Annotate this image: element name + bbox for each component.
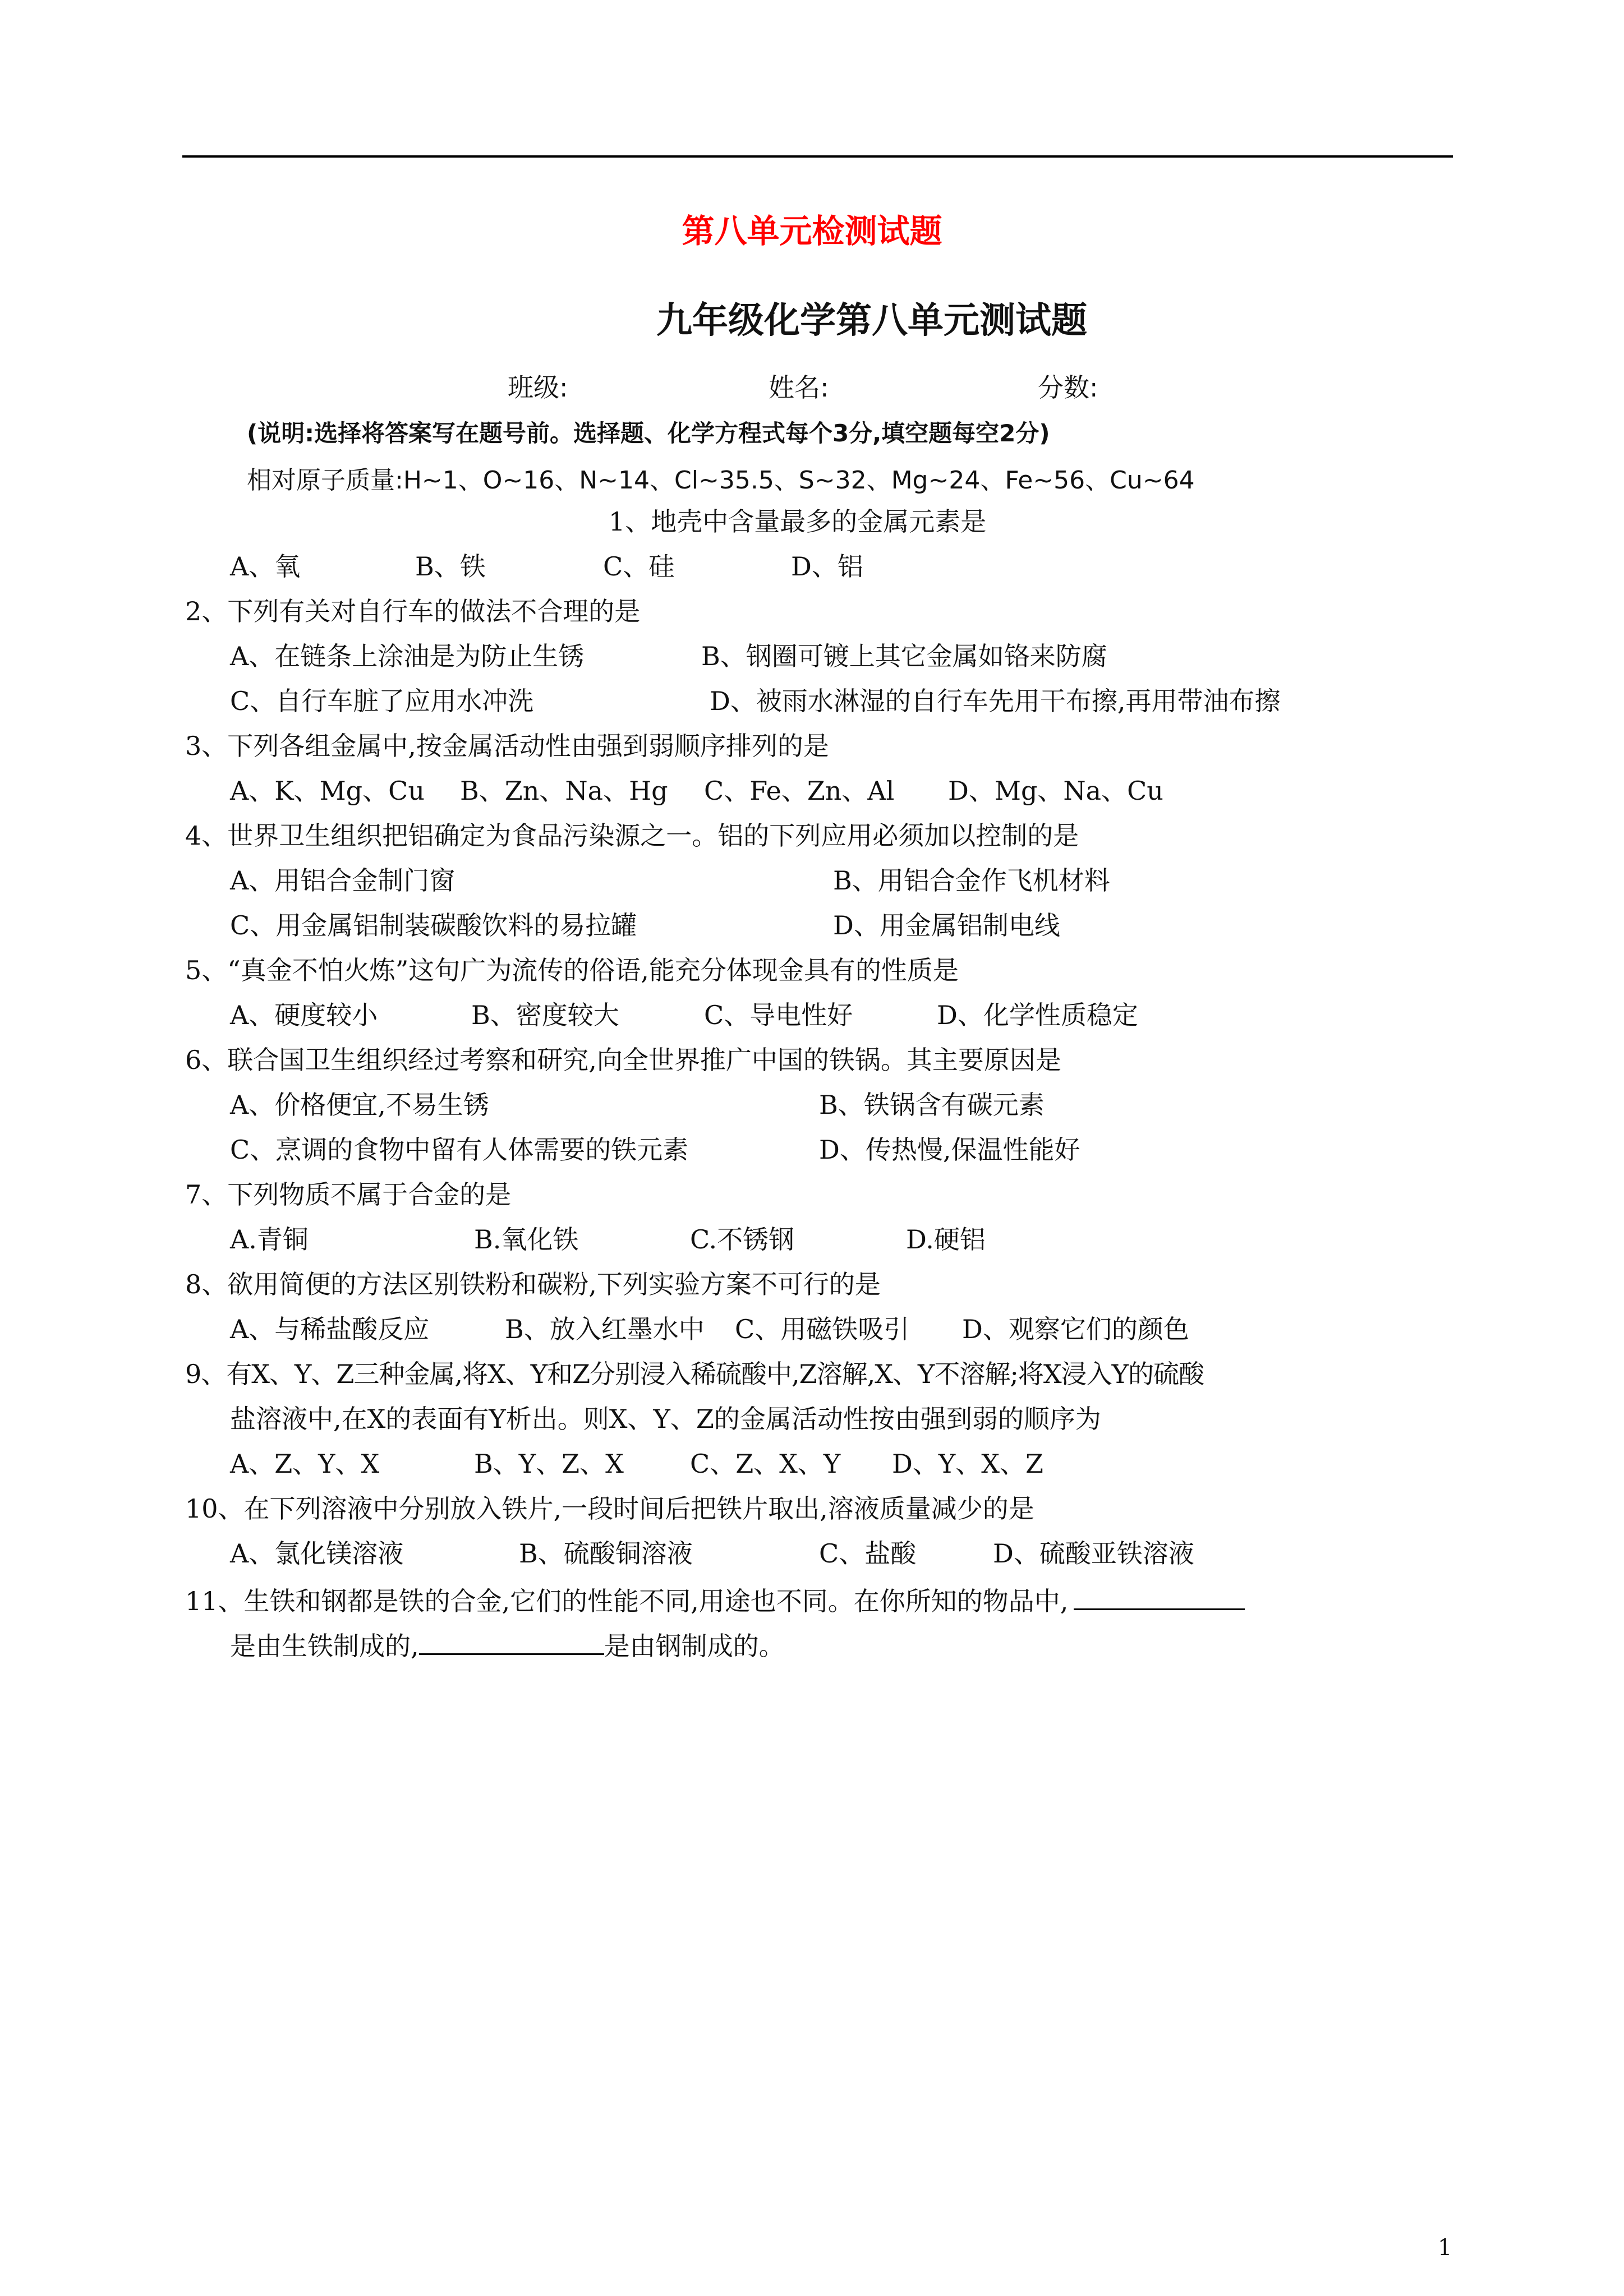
q1-option-a: A、氧 — [230, 551, 301, 582]
q8-option-d: D、观察它们的颜色 — [962, 1314, 1189, 1344]
q9-option-a: A、Z、Y、X — [230, 1449, 380, 1479]
class-label: 班级: — [508, 372, 568, 403]
exam-title: 九年级化学第八单元测试题 — [656, 300, 1087, 342]
question-4-stem: 4、世界卫生组织把铝确定为食品污染源之一。铝的下列应用必须加以控制的是 — [185, 820, 1079, 851]
q6-option-a: A、价格便宜,不易生锈 — [230, 1090, 489, 1120]
instructions-note: (说明:选择将答案写在题号前。选择题、化学方程式每个3分,填空题每空2分) — [247, 419, 1050, 447]
q9-option-d: D、Y、X、Z — [892, 1449, 1043, 1479]
q1-option-c: C、硅 — [603, 551, 675, 582]
question-1-stem: 1、地壳中含量最多的金属元素是 — [609, 506, 987, 537]
q4-option-b: B、用铝合金作飞机材料 — [833, 865, 1110, 896]
q8-option-c: C、用磁铁吸引 — [735, 1314, 910, 1344]
answer-blank-1[interactable] — [1074, 1583, 1245, 1610]
q6-option-c: C、烹调的食物中留有人体需要的铁元素 — [230, 1135, 689, 1165]
q3-option-d: D、Mg、Na、Cu — [948, 776, 1163, 806]
q3-option-a: A、K、Mg、Cu — [230, 776, 425, 806]
q1-option-b: B、铁 — [415, 551, 486, 582]
question-11-text: 11、生铁和钢都是铁的合金,它们的性能不同,用途也不同。在你所知的物品中, — [185, 1586, 1069, 1616]
question-3-stem: 3、下列各组金属中,按金属活动性由强到弱顺序排列的是 — [185, 731, 829, 761]
question-11-text-b: 是由钢制成的。 — [604, 1631, 785, 1661]
q5-option-c: C、导电性好 — [704, 1000, 853, 1030]
name-label: 姓名: — [769, 372, 829, 403]
atomic-mass-line: 相对原子质量:H~1、O~16、N~14、Cl~35.5、S~32、Mg~24、Fe~56、Cu~64 — [247, 466, 1195, 495]
page-number: 1 — [1438, 2235, 1452, 2261]
question-11-text-a: 是由生铁制成的, — [230, 1631, 419, 1661]
answer-blank-2[interactable] — [419, 1628, 604, 1655]
q2-option-d: D、被雨水淋湿的自行车先用干布擦,再用带油布擦 — [710, 686, 1281, 716]
q9-option-c: C、Z、X、Y — [690, 1449, 841, 1479]
q10-option-c: C、盐酸 — [819, 1538, 917, 1569]
q4-option-c: C、用金属铝制装碳酸饮料的易拉罐 — [230, 910, 637, 940]
q4-option-a: A、用铝合金制门窗 — [230, 865, 456, 896]
question-10-stem: 10、在下列溶液中分别放入铁片,一段时间后把铁片取出,溶液质量减少的是 — [185, 1493, 1034, 1524]
q6-option-d: D、传热慢,保温性能好 — [819, 1135, 1080, 1165]
q7-option-d: D.硬铝 — [906, 1224, 986, 1255]
q7-option-c: C.不锈钢 — [690, 1224, 795, 1255]
question-8-stem: 8、欲用简便的方法区别铁粉和碳粉,下列实验方案不可行的是 — [185, 1269, 881, 1299]
page-title: 第八单元检测试题 — [682, 212, 942, 250]
q5-option-b: B、密度较大 — [471, 1000, 619, 1030]
question-11-continued — [230, 1628, 785, 1662]
question-5-stem: 5、“真金不怕火炼”这句广为流传的俗语,能充分体现金具有的性质是 — [185, 955, 959, 985]
q2-option-c: C、自行车脏了应用水冲洗 — [230, 686, 534, 716]
q4-option-d: D、用金属铝制电线 — [833, 910, 1060, 940]
q3-option-c: C、Fe、Zn、Al — [704, 776, 895, 806]
q1-option-d: D、铝 — [791, 551, 863, 582]
q6-option-b: B、铁锅含有碳元素 — [819, 1090, 1045, 1120]
q5-option-d: D、化学性质稳定 — [937, 1000, 1138, 1030]
q2-option-a: A、在链条上涂油是为防止生锈 — [230, 641, 585, 671]
q3-option-b: B、Zn、Na、Hg — [460, 776, 668, 806]
question-11-stem — [185, 1583, 1245, 1617]
header-rule — [182, 155, 1453, 158]
q2-option-b: B、钢圈可镀上其它金属如铬来防腐 — [701, 641, 1107, 671]
q10-option-a: A、氯化镁溶液 — [230, 1538, 404, 1569]
question-9-stem: 9、有X、Y、Z三种金属,将X、Y和Z分别浸入稀硫酸中,Z溶解,X、Y不溶解;将X浸入Y的硫酸 — [185, 1359, 1204, 1389]
q9-option-b: B、Y、Z、X — [474, 1449, 624, 1479]
q8-option-a: A、与稀盐酸反应 — [230, 1314, 430, 1344]
q10-option-b: B、硫酸铜溶液 — [519, 1538, 693, 1569]
q10-option-d: D、硫酸亚铁溶液 — [993, 1538, 1194, 1569]
question-9-stem-continued: 盐溶液中,在X的表面有Y析出。则X、Y、Z的金属活动性按由强到弱的顺序为 — [230, 1404, 1101, 1434]
question-7-stem: 7、下列物质不属于合金的是 — [185, 1179, 512, 1210]
score-label: 分数: — [1038, 372, 1098, 403]
q7-option-a: A.青铜 — [230, 1224, 309, 1255]
question-6-stem: 6、联合国卫生组织经过考察和研究,向全世界推广中国的铁锅。其主要原因是 — [185, 1045, 1061, 1075]
q5-option-a: A、硬度较小 — [230, 1000, 378, 1030]
q7-option-b: B.氧化铁 — [474, 1224, 579, 1255]
question-2-stem: 2、下列有关对自行车的做法不合理的是 — [185, 596, 641, 626]
q8-option-b: B、放入红墨水中 — [505, 1314, 705, 1344]
